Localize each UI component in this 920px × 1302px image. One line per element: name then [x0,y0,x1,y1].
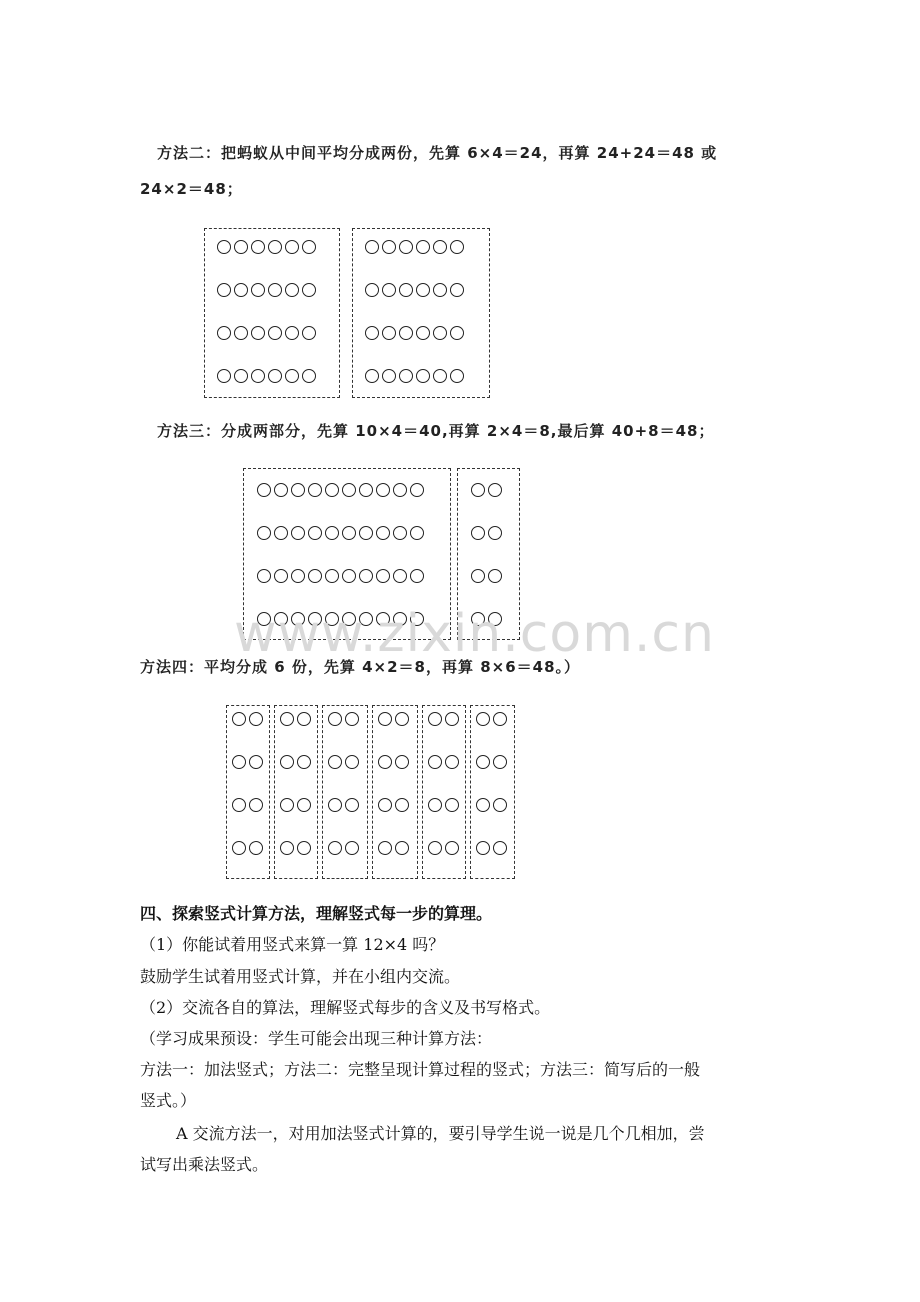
circle-icon [217,369,231,383]
circle-row [328,755,359,771]
circle-icon [268,369,282,383]
circle-icon [232,755,246,769]
circle-icon [395,712,409,726]
circle-row [428,712,459,728]
circle-icon [471,569,485,583]
circle-icon [251,283,265,297]
circle-icon [378,798,392,812]
circle-icon [382,283,396,297]
circle-row [232,712,263,728]
circle-row [378,798,409,814]
circle-icon [471,483,485,497]
circle-icon [232,712,246,726]
circle-icon [285,326,299,340]
circle-icon [234,326,248,340]
circle-icon [249,798,263,812]
circle-icon [399,240,413,254]
circle-row [471,483,502,499]
paragraph: A 交流方法一，对用加法竖式计算的，要引导学生说一说是几个几相加，尝 [176,1124,705,1143]
circle-icon [488,483,502,497]
circle-icon [410,483,424,497]
circle-icon [395,798,409,812]
circle-icon [476,841,490,855]
circle-row [280,841,311,857]
circle-row [365,326,464,342]
circle-icon [325,569,339,583]
circle-icon [359,526,373,540]
circle-icon [359,483,373,497]
circle-icon [297,841,311,855]
circle-icon [291,483,305,497]
circle-icon [217,283,231,297]
circle-icon [476,712,490,726]
circle-icon [365,240,379,254]
circle-icon [445,841,459,855]
circle-row [476,712,507,728]
circle-icon [416,326,430,340]
dashed-group-box [322,705,368,879]
circle-icon [471,526,485,540]
circle-icon [376,569,390,583]
circle-icon [280,712,294,726]
paragraph: 方法一：加法竖式；方法二：完整呈现计算过程的竖式；方法三：简写后的一般 [140,1060,701,1079]
circle-icon [416,240,430,254]
circle-icon [251,240,265,254]
circle-icon [433,369,447,383]
dashed-group-box [204,228,340,398]
circle-icon [378,841,392,855]
circle-icon [285,369,299,383]
circle-icon [268,326,282,340]
circle-row [328,712,359,728]
circle-icon [249,841,263,855]
circle-icon [450,283,464,297]
circle-row [378,755,409,771]
circle-icon [234,240,248,254]
circle-icon [232,798,246,812]
circle-icon [342,526,356,540]
circle-icon [433,283,447,297]
circle-icon [328,798,342,812]
circle-row [471,569,502,585]
circle-icon [268,240,282,254]
circle-icon [280,841,294,855]
circle-icon [328,841,342,855]
circle-icon [297,712,311,726]
circle-icon [378,755,392,769]
circle-icon [493,841,507,855]
circle-icon [395,755,409,769]
method2-line2: 24×2＝48； [140,180,243,198]
circle-icon [365,369,379,383]
circle-icon [428,755,442,769]
circle-icon [345,798,359,812]
circle-icon [345,755,359,769]
circle-icon [308,483,322,497]
circle-row [280,712,311,728]
circle-icon [251,326,265,340]
circle-row [365,283,464,299]
circle-icon [445,712,459,726]
circle-icon [393,526,407,540]
dashed-group-box [226,705,270,879]
paragraph: 试写出乘法竖式。 [140,1155,269,1174]
circle-icon [232,841,246,855]
circle-icon [493,755,507,769]
circle-row [428,755,459,771]
circle-icon [450,369,464,383]
circle-row [232,841,263,857]
circle-icon [393,483,407,497]
circle-icon [325,526,339,540]
circle-icon [399,369,413,383]
circle-icon [325,483,339,497]
circle-icon [297,755,311,769]
circle-icon [302,283,316,297]
circle-row [476,798,507,814]
circle-icon [328,755,342,769]
circle-icon [257,569,271,583]
method3-line: 方法三：分成两部分，先算 10×4＝40,再算 2×4＝8,最后算 40+8＝48； [157,422,715,440]
circle-row [232,755,263,771]
circle-icon [345,712,359,726]
circle-icon [376,526,390,540]
circle-icon [493,712,507,726]
circle-icon [251,369,265,383]
circle-row [476,755,507,771]
paragraph: 鼓励学生试着用竖式计算，并在小组内交流。 [140,967,461,986]
paragraph: （1）你能试着用竖式来算一算 12×4 吗？ [140,935,445,954]
circle-icon [291,526,305,540]
circle-row [476,841,507,857]
circle-row [280,755,311,771]
circle-icon [382,240,396,254]
circle-icon [268,283,282,297]
dashed-group-box [372,705,418,879]
circle-icon [308,526,322,540]
circle-icon [365,283,379,297]
circle-icon [342,569,356,583]
circle-icon [308,569,322,583]
circle-row [217,326,316,342]
circle-icon [234,283,248,297]
circle-icon [302,369,316,383]
dashed-group-box [274,705,318,879]
circle-icon [297,798,311,812]
circle-row [378,712,409,728]
circle-icon [416,369,430,383]
dashed-group-box [352,228,490,398]
circle-icon [488,526,502,540]
circle-icon [445,798,459,812]
circle-icon [274,526,288,540]
circle-icon [450,240,464,254]
circle-icon [280,755,294,769]
circle-icon [285,240,299,254]
circle-row [257,526,424,542]
circle-icon [274,569,288,583]
circle-icon [345,841,359,855]
circle-icon [291,569,305,583]
circle-icon [365,326,379,340]
circle-row [217,369,316,385]
circle-icon [378,712,392,726]
circle-icon [416,283,430,297]
circle-row [365,369,464,385]
circle-row [232,798,263,814]
paragraph: （学习成果预设：学生可能会出现三种计算方法： [140,1029,493,1048]
circle-icon [382,326,396,340]
circle-icon [493,798,507,812]
circle-icon [359,569,373,583]
circle-row [471,526,502,542]
circle-icon [342,483,356,497]
circle-icon [395,841,409,855]
circle-icon [428,712,442,726]
circle-icon [428,798,442,812]
method2-line1: 方法二：把蚂蚁从中间平均分成两份，先算 6×4＝24，再算 24+24＝48 或 [157,144,718,162]
circle-icon [393,569,407,583]
circle-icon [217,240,231,254]
circle-icon [410,526,424,540]
circle-icon [428,841,442,855]
circle-icon [382,369,396,383]
dashed-group-box [422,705,466,879]
circle-icon [257,483,271,497]
paragraph: （2）交流各自的算法，理解竖式每步的含义及书写格式。 [140,998,551,1017]
circle-icon [280,798,294,812]
circle-row [428,798,459,814]
circle-icon [257,526,271,540]
circle-icon [450,326,464,340]
circle-icon [274,483,288,497]
watermark: www.zixin.com.cn [234,604,715,664]
circle-row [378,841,409,857]
circle-icon [399,283,413,297]
circle-icon [234,369,248,383]
circle-icon [476,755,490,769]
circle-icon [433,240,447,254]
circle-icon [445,755,459,769]
circle-icon [410,569,424,583]
circle-icon [399,326,413,340]
circle-icon [217,326,231,340]
circle-icon [302,240,316,254]
circle-row [365,240,464,256]
circle-icon [488,569,502,583]
paragraph: 竖式。） [140,1091,197,1110]
circle-row [257,483,424,499]
circle-row [217,283,316,299]
circle-row [217,240,316,256]
circle-row [257,569,424,585]
circle-icon [328,712,342,726]
circle-icon [249,712,263,726]
circle-row [280,798,311,814]
circle-icon [285,283,299,297]
circle-row [328,841,359,857]
circle-icon [476,798,490,812]
circle-row [428,841,459,857]
circle-row [328,798,359,814]
circle-icon [249,755,263,769]
circle-icon [302,326,316,340]
section-heading: 四、探索竖式计算方法，理解竖式每一步的算理。 [140,904,493,923]
method4-line: 方法四：平均分成 6 份，先算 4×2＝8，再算 8×6＝48。） [140,658,581,676]
dashed-group-box [470,705,515,879]
circle-icon [433,326,447,340]
circle-icon [376,483,390,497]
